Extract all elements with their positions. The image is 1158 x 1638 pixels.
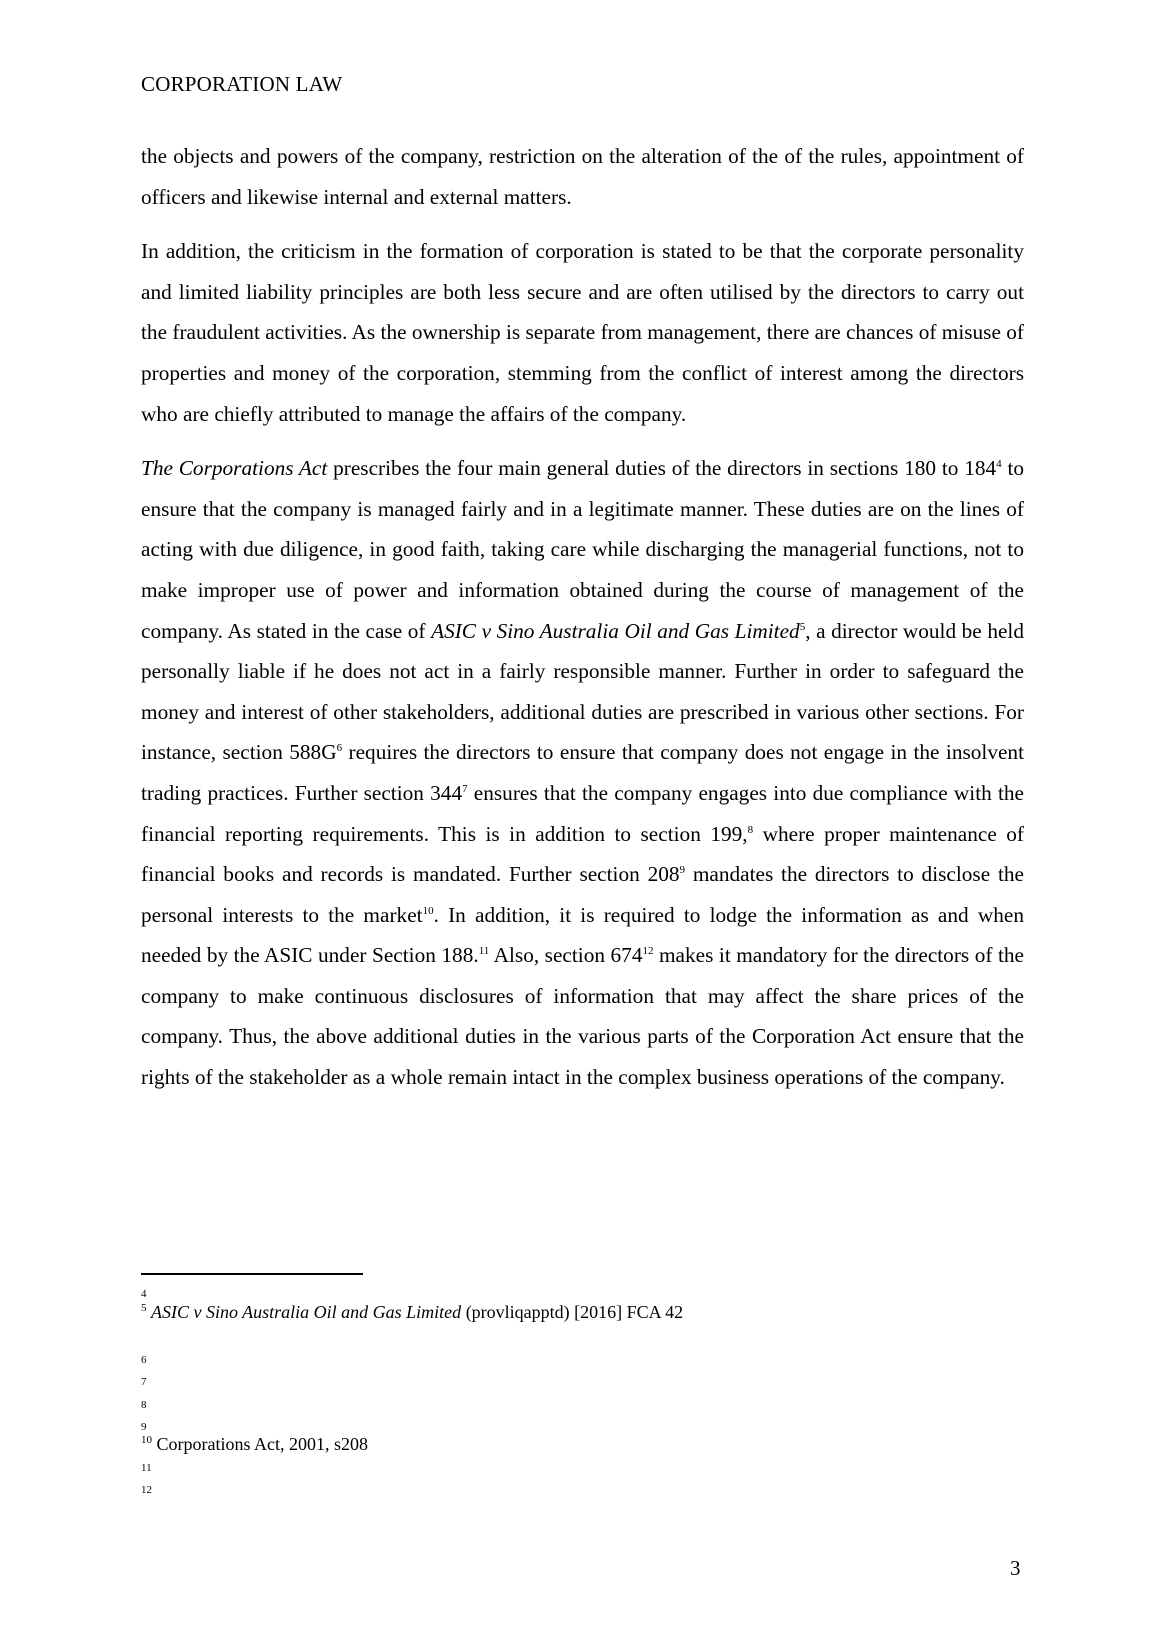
- paragraph-3-segment: , a director would be held personally liable if he does not act in a fairly responsible manner. Further in order to safeguard the money and interest of other stakeholders, additional duties are prescribed in various other sections. For instance, section 588G: [141, 618, 1024, 765]
- footnote-6: [141, 1346, 147, 1368]
- footnote-5: [141, 1301, 683, 1323]
- footnote-11: [141, 1454, 152, 1476]
- footnote-12: [141, 1476, 152, 1498]
- main-body: [141, 136, 1024, 1112]
- footnote-ref-11[interactable]: 11: [478, 945, 490, 958]
- paragraph-3-segment: mandates the directors to disclose the personal interests to the market: [141, 862, 1024, 927]
- paragraph-3-segment: to ensure that the company is managed fairly and in a legitimate manner. These duties are on the lines of acting with due diligence, in good faith, taking care while discharging the managerial functions, not to make improper use of power and information obtained during the course of management of the company. As stated in the case of: [141, 456, 1025, 643]
- footnote-separator: [141, 1273, 363, 1275]
- footnote-number: 8: [141, 1399, 147, 1411]
- footnote-4: [141, 1280, 147, 1302]
- footnote-text: Corporations Act, 2001, s208: [152, 1434, 368, 1454]
- paragraph-3-segment: where proper maintenance of financial books and records is mandated. Further section 208: [141, 821, 1024, 887]
- footnote-ref-6[interactable]: 6: [336, 742, 343, 755]
- footnote-number: 5: [141, 1302, 147, 1314]
- paragraph-3-segment: prescribes the four main general duties of the directors in sections 180 to 184: [327, 456, 997, 481]
- page-number: 3: [1010, 1556, 1021, 1580]
- paragraph-3-segment: Also, section 674: [489, 943, 643, 968]
- paragraph-3-segment: ensures that the company engages into due compliance with the financial reporting requirements. This is in addition to section 199,: [141, 780, 1024, 846]
- footnote-ref-7[interactable]: 7: [462, 782, 468, 795]
- footnote-8: [141, 1391, 147, 1413]
- footnote-number: 12: [141, 1484, 152, 1496]
- case-name-italic: ASIC v Sino Australia Oil and Gas Limited: [431, 618, 800, 643]
- footnote-ref-10[interactable]: 10: [422, 904, 434, 917]
- paragraph-3-segment: requires the directors to ensure that company does not engage in the insolvent trading practices. Further section 344: [141, 740, 1024, 805]
- footnote-case-name: ASIC v Sino Australia Oil and Gas Limited: [151, 1302, 462, 1322]
- footnote-7: [141, 1368, 147, 1390]
- running-header: CORPORATION LAW: [141, 72, 343, 96]
- footnote-9: [141, 1413, 147, 1435]
- footnote-ref-5[interactable]: 5: [799, 620, 806, 633]
- footnote-ref-9[interactable]: 9: [679, 864, 686, 876]
- footnote-ref-4[interactable]: 4: [996, 458, 1002, 471]
- footnote-10: [141, 1433, 368, 1455]
- footnote-number: 4: [141, 1288, 147, 1300]
- act-title-italic: The Corporations Act: [141, 456, 328, 481]
- paragraph-3-segment: makes it mandatory for the directors of the company to make continuous disclosures of information that may affect the share prices of the company. Thus, the above additional duties in the various parts of the Corporation Act ensure that the rights of the stakeholder as a whole remain intact in the complex business operations of the company.: [141, 943, 1024, 1090]
- footnote-number: 9: [141, 1421, 147, 1433]
- footnote-ref-8[interactable]: 8: [747, 823, 754, 836]
- footnote-number: 11: [141, 1462, 152, 1474]
- footnote-number: 10: [141, 1434, 152, 1446]
- paragraph-3-segment: . In addition, it is required to lodge the information as and when needed by the ASIC under Section 188.: [141, 902, 1024, 968]
- footnote-citation: (provliqapptd) [2016] FCA 42: [461, 1302, 684, 1322]
- footnote-number: 6: [141, 1354, 147, 1366]
- paragraph-1: the objects and powers of the company, restriction on the alteration of the of the rules, appointment of officers and likewise internal and external matters.: [141, 144, 1024, 209]
- paragraph-2: In addition, the criticism in the formation of corporation is stated to be that the corporate personality and limited liability principles are both less secure and are often utilised by the directors to carry out the fraudulent activities. As the ownership is separate from management, there are chances of misuse of properties and money of the corporation, stemming from the conflict of interest among the directors who are chiefly attributed to manage the affairs of the company.: [141, 239, 1024, 426]
- paragraph-3: [141, 448, 1024, 1098]
- footnote-ref-12[interactable]: 12: [642, 945, 654, 958]
- footnote-number: 7: [141, 1376, 147, 1388]
